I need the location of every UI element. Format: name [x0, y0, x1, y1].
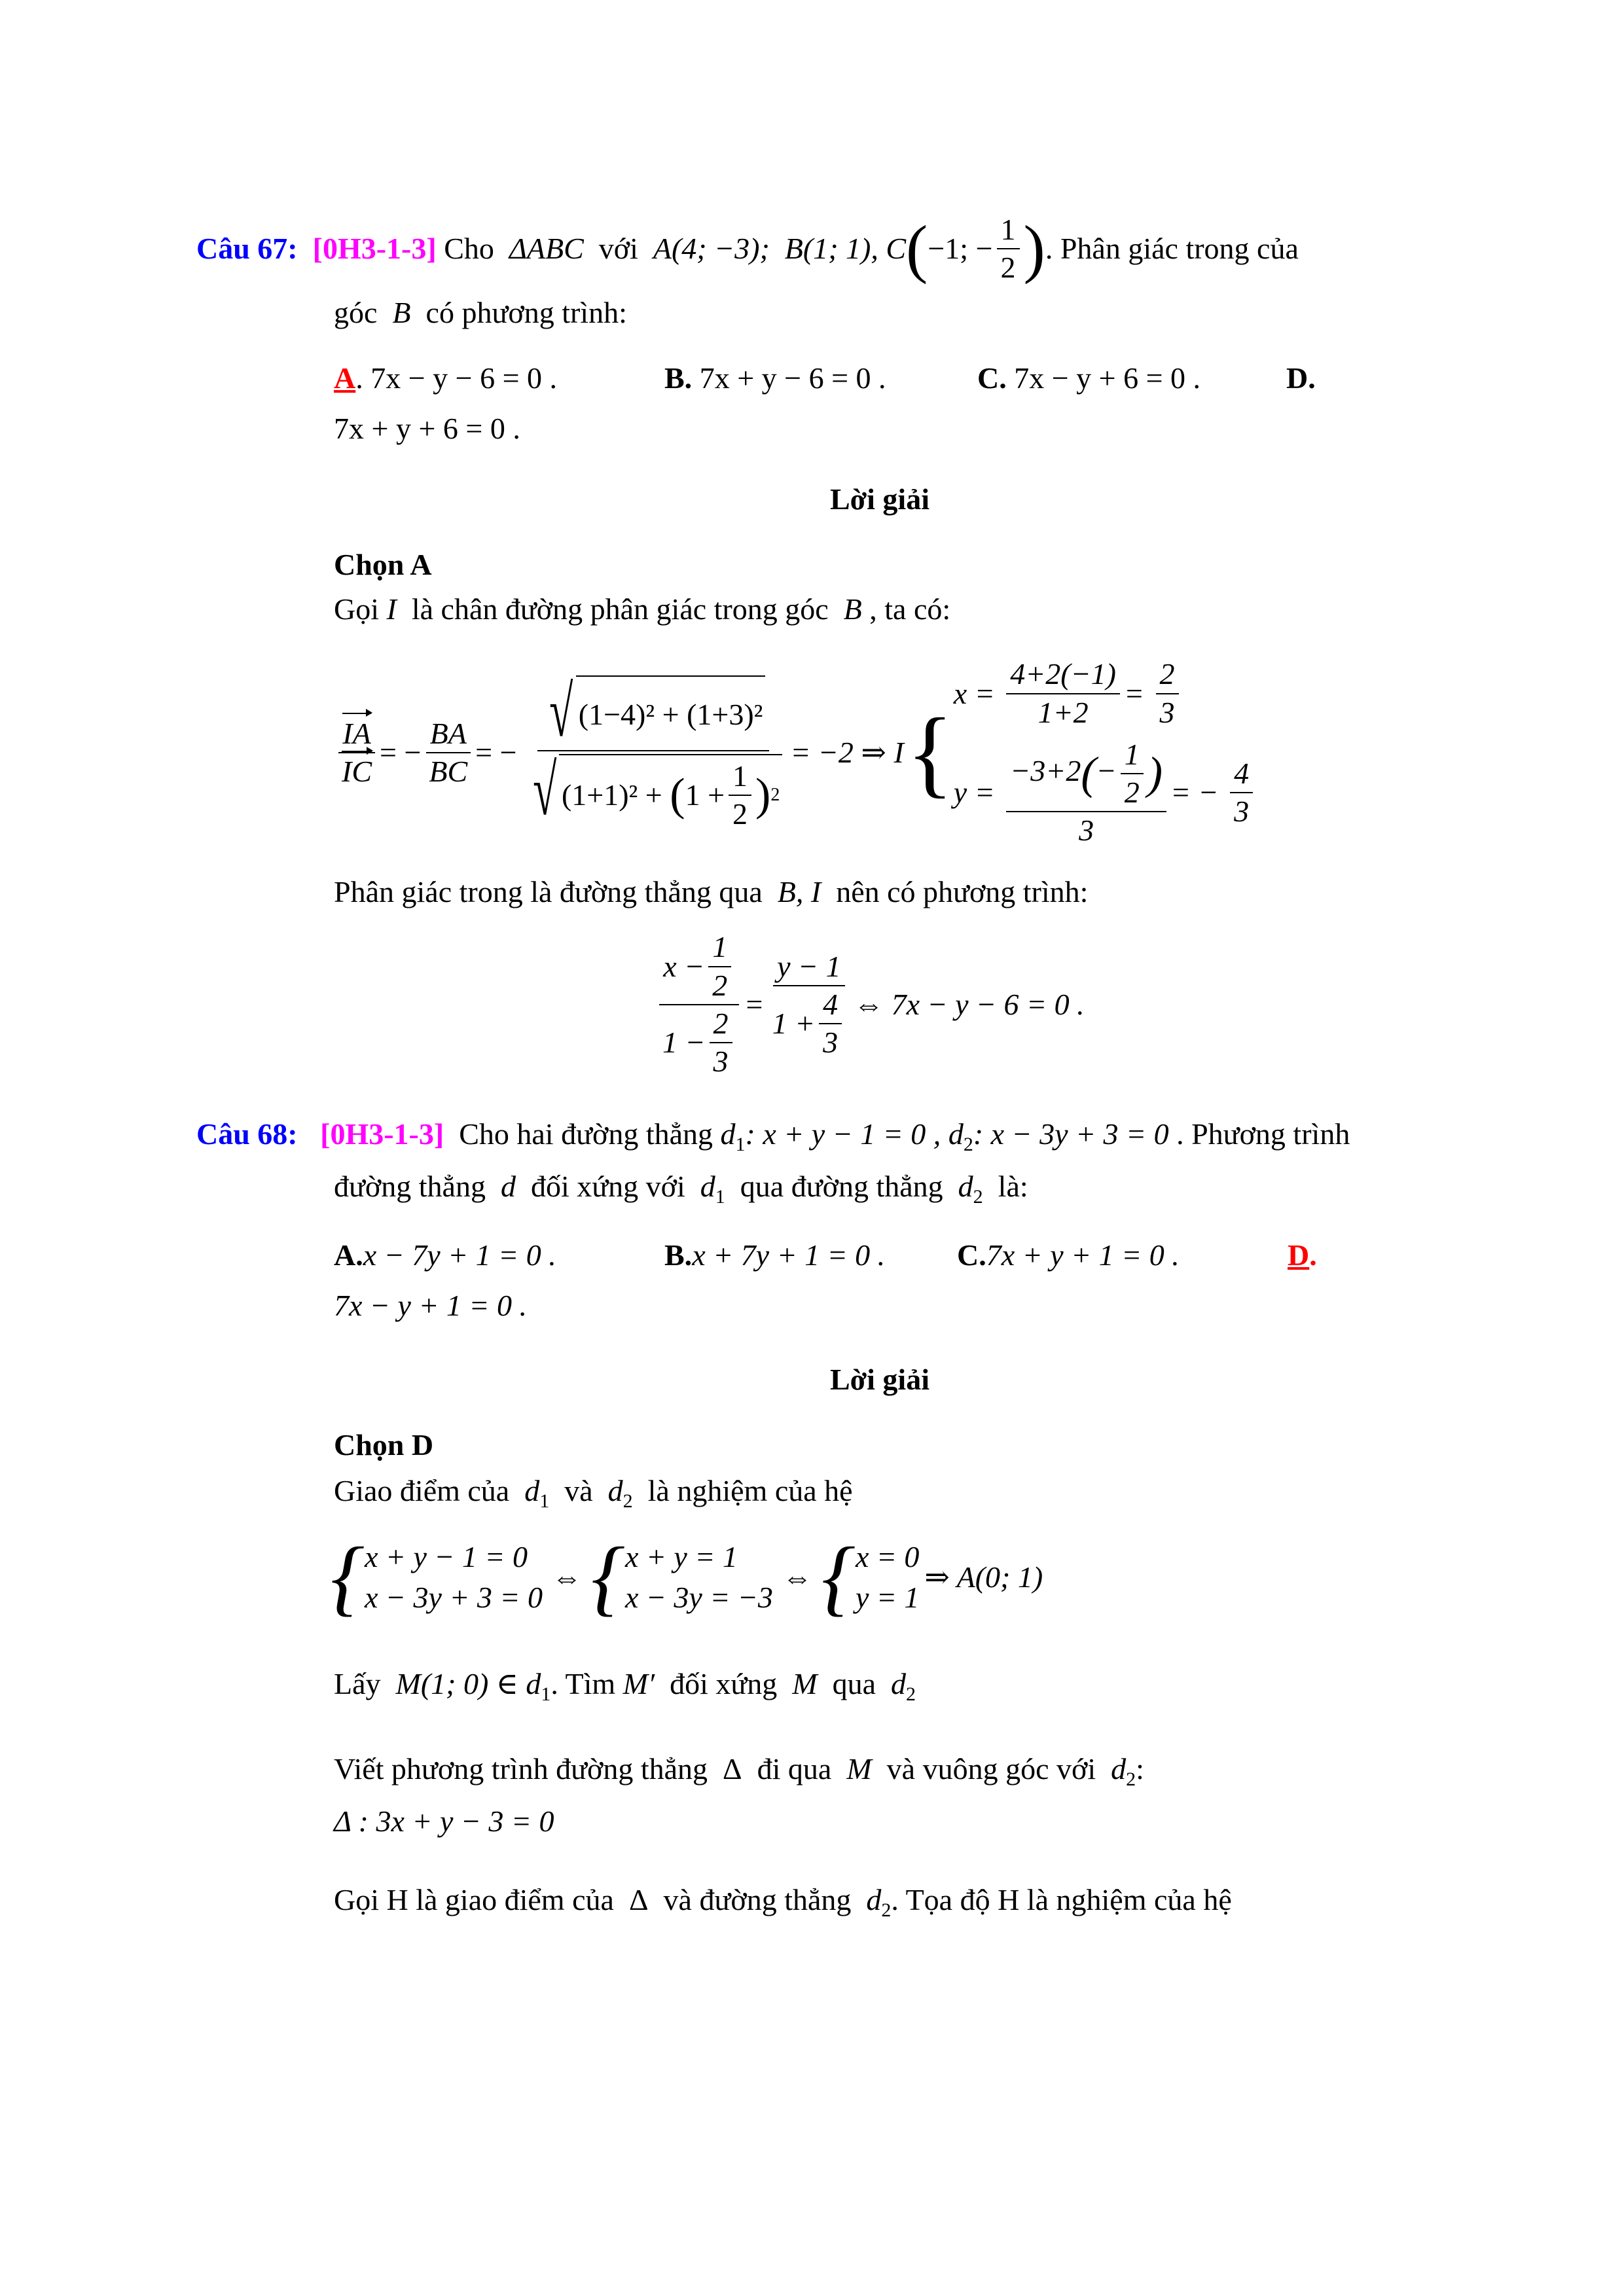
q67-bisector-equation: x − $\frac{1}{2}$ 1 − $\frac{2}{3}$ = y − 1 1 + $\frac{4}{3}$ ⇔ 7x − y − 6 = 0 . [655, 923, 1085, 1086]
q68-choose: Chọn D [334, 1428, 434, 1462]
q67-option-c[interactable]: C. 7x − y + 6 = 0 . [977, 361, 1201, 395]
q67-text-cho: Cho [444, 232, 494, 265]
q68-option-c[interactable]: C.7x + y + 1 = 0 . [957, 1238, 1180, 1272]
q68-step3: Viết phương trình đường thẳng Δ đi qua M và vuông góc với $d_2$: [334, 1752, 1144, 1790]
q67-step1: Gọi I là chân đường phân giác trong góc B , ta có: [334, 592, 951, 626]
q68-option-a[interactable]: A.x − 7y + 1 = 0 . [334, 1238, 556, 1272]
q68-option-d-label[interactable]: D. [1288, 1238, 1317, 1272]
q67-label: Câu 67: [196, 232, 298, 265]
q68-solution-title: Lời giải [830, 1363, 929, 1396]
q67-point-c: C [886, 232, 907, 265]
q68-step2: Lấy M(1; 0) ∈ $d_1$. Tìm M′ đối xứng M qua $d_2$ [334, 1667, 916, 1705]
q67-point-c-x: −1; − [928, 232, 993, 265]
q67-ratio-equation: $\frac{IA}{IC}$ = − $\frac{BA}{BC}$ = − √ (1−4)² + (1+3)² √ (1+1)² + ( 1 + $\frac{1}{2}$ ) 2 = −2 ⇒ I { x = $\frac{4+2(-1)}{1+2}$ = $\frac{2}{3}$ y = −3+2(− $\frac{1}{2}$ ) 3 = − $\frac{4}{3}$ [334, 655, 1257, 851]
q68-line1: Câu 68: [0H3-1-3] Cho hai đường thẳng $d_1$: x + y − 1 = 0 , $d_2$: x − 3y + 3 = 0 . Phương trình [196, 1117, 1350, 1155]
q67-point-a: A(4; −3); [653, 232, 770, 265]
q67-option-d[interactable]: 7x + y + 6 = 0 . [334, 412, 520, 445]
q67-point-b: B(1; 1), [784, 232, 878, 265]
q68-line2: đường thẳng d đối xứng với $d_1$ qua đường thẳng $d_2$ là: [334, 1170, 1028, 1208]
q67-point-c-frac: $\frac{1}{2}$ [997, 214, 1020, 284]
q68-step1: Giao điểm của $d_1$ và $d_2$ là nghiệm của hệ [334, 1474, 853, 1512]
sqrt-fraction: √ (1−4)² + (1+3)² √ (1+1)² + ( 1 + $\frac{1}{2}$ ) 2 [521, 675, 787, 831]
q67-step2: Phân giác trong là đường thẳng qua B, I nên có phương trình: [334, 875, 1089, 908]
q67-triangle: ΔABC [509, 232, 584, 265]
q67-text-after: . Phân giác trong của [1045, 232, 1299, 265]
q68-step4: Δ : 3x + y − 3 = 0 [334, 1804, 554, 1838]
q68-option-b[interactable]: B.x + 7y + 1 = 0 . [664, 1238, 886, 1272]
q68-system: { x + y − 1 = 0 x − 3y + 3 = 0 ⇔ { x + y = 1 x − 3y = −3 ⇔ { x = 0 y = 1 ⇒ A(0; 1) [331, 1530, 1043, 1624]
q67-option-a[interactable]: A. 7x − y − 6 = 0 . [334, 361, 558, 395]
vector-ia: IA [342, 716, 371, 750]
q67-option-b[interactable]: B. 7x + y − 6 = 0 . [664, 361, 886, 395]
q67-line2: góc B có phương trình: [334, 296, 627, 329]
q67-text-voi: với [598, 232, 638, 265]
q68-step5: Gọi H là giao điểm của Δ và đường thẳng $d_2$. Tọa độ H là nghiệm của hệ [334, 1883, 1232, 1921]
q67-tag: [0H3-1-3] [312, 232, 437, 265]
q67-option-d-label[interactable]: D. [1286, 361, 1316, 395]
q67-line1: Câu 67: [0H3-1-3] Cho ΔABC với A(4; −3); B(1; 1), C ( −1; − $\frac{1}{2}$ ) . Phân giác trong của [196, 212, 1299, 285]
q68-option-d[interactable]: 7x − y + 1 = 0 . [334, 1289, 527, 1322]
vector-ic: IC [342, 755, 372, 788]
q67-solution-title: Lời giải [830, 482, 929, 516]
q67-choose: Chọn A [334, 548, 432, 581]
